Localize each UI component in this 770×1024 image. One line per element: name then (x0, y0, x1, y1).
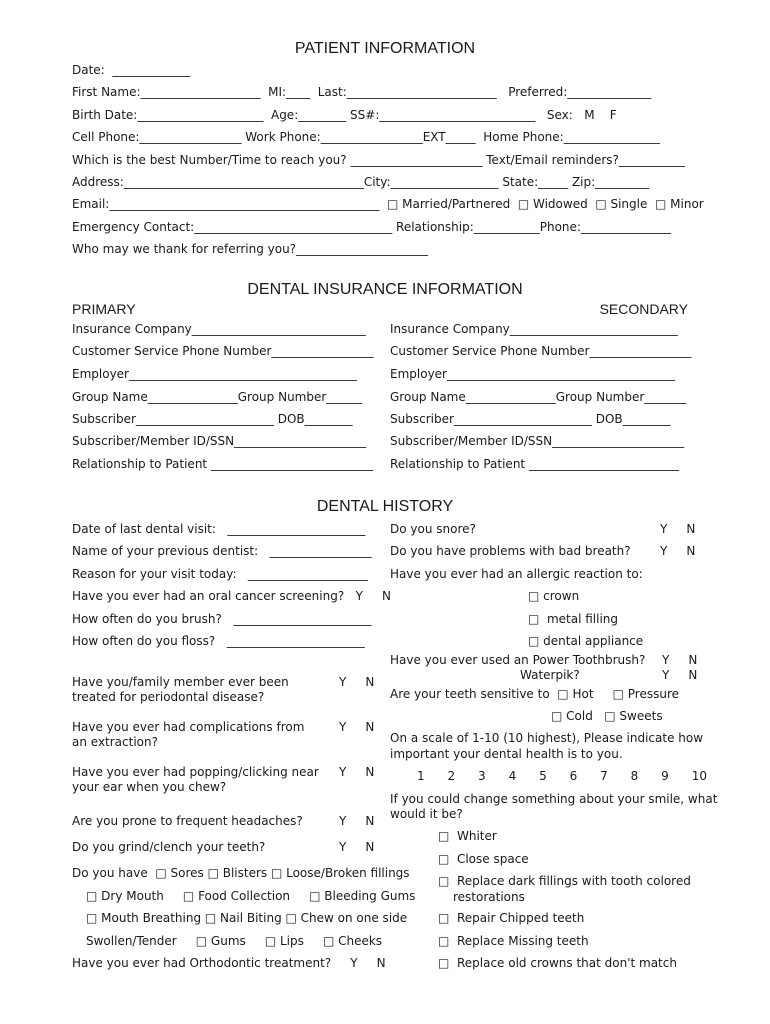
smile-replace-fillings-line2: restorations (453, 890, 525, 904)
phone-fields[interactable]: Cell Phone:_________________ Work Phone:_________________EXT_____ Home Phone:________________ (72, 130, 660, 144)
brush-frequency-field[interactable]: How often do you brush? _______________________ (72, 612, 372, 626)
conditions-row-2[interactable]: □ Dry Mouth □ Food Collection □ Bleeding Gums (86, 889, 416, 903)
primary-member-id[interactable]: Subscriber/Member ID/SSN______________________ (72, 434, 367, 448)
headaches-question: Are you prone to frequent headaches? (72, 814, 303, 828)
extraction-question-line2: an extraction? (72, 735, 158, 749)
grinding-question: Do you grind/clench your teeth? (72, 840, 266, 854)
oral-cancer-screening-question[interactable]: Have you ever had an oral cancer screening? Y N (72, 589, 392, 603)
conditions-row-3[interactable]: □ Mouth Breathing □ Nail Biting □ Chew on one side (86, 911, 408, 925)
sensitivity-row-2[interactable]: □ Cold □ Sweets (551, 709, 663, 723)
conditions-row-1[interactable]: Do you have □ Sores □ Blisters □ Loose/Broken fillings (72, 866, 410, 880)
primary-label: PRIMARY (72, 301, 136, 317)
primary-insurance-company[interactable]: Insurance Company_____________________________ (72, 322, 366, 336)
referral-field[interactable]: Who may we thank for referring you?______________________ (72, 242, 429, 256)
grinding-yes-no[interactable]: Y N (339, 840, 375, 854)
scale-question-line2: important your dental health is to you. (390, 747, 623, 761)
primary-employer[interactable]: Employer______________________________________ (72, 367, 357, 381)
primary-group[interactable]: Group Name_______________Group Number______ (72, 390, 363, 404)
sensitivity-row-1[interactable]: Are your teeth sensitive to □ Hot □ Pressure (390, 687, 679, 701)
extraction-question-line1: Have you ever had complications from (72, 720, 305, 734)
secondary-member-id[interactable]: Subscriber/Member ID/SSN______________________ (390, 434, 685, 448)
allergy-crown-checkbox[interactable]: □ crown (528, 589, 580, 603)
smile-replace-crowns-checkbox[interactable]: □ Replace old crowns that don't match (438, 956, 677, 970)
secondary-group[interactable]: Group Name_______________Group Number_______ (390, 390, 687, 404)
smile-repair-chipped-checkbox[interactable]: □ Repair Chipped teeth (438, 911, 585, 925)
power-toothbrush-yes-no[interactable]: Y N (662, 653, 698, 667)
smile-whiter-checkbox[interactable]: □ Whiter (438, 829, 497, 843)
last-visit-field[interactable]: Date of last dental visit: _______________________ (72, 522, 366, 536)
birth-age-ss-sex-fields[interactable]: Birth Date:_____________________ Age:________ SS#:__________________________ Sex: M F (72, 108, 617, 122)
allergy-metal-filling-checkbox[interactable]: □ metal filling (528, 612, 619, 626)
waterpik-question: Waterpik? (520, 668, 580, 682)
secondary-relationship[interactable]: Relationship to Patient _________________________ (390, 457, 679, 471)
conditions-row-4[interactable]: Swollen/Tender □ Gums □ Lips □ Cheeks (86, 934, 383, 948)
primary-subscriber[interactable]: Subscriber_______________________ DOB________ (72, 412, 353, 426)
periodontal-question-line1: Have you/family member ever been (72, 675, 289, 689)
jaw-popping-yes-no[interactable]: Y N (339, 765, 375, 779)
name-fields[interactable]: First Name:____________________ MI:____ Last:_________________________ Preferred:______________ (72, 85, 652, 99)
secondary-insurance-company[interactable]: Insurance Company____________________________ (390, 322, 678, 336)
allergic-reaction-question: Have you ever had an allergic reaction to: (390, 567, 643, 581)
scale-question-line1: On a scale of 1-10 (10 highest), Please indicate how (390, 731, 704, 745)
importance-scale[interactable]: 1 2 3 4 5 6 7 8 9 10 (417, 769, 707, 783)
visit-reason-field[interactable]: Reason for your visit today: ____________________ (72, 567, 368, 581)
smile-close-space-checkbox[interactable]: □ Close space (438, 852, 529, 866)
allergy-dental-appliance-checkbox[interactable]: □ dental appliance (528, 634, 644, 648)
best-number-field[interactable]: Which is the best Number/Time to reach you? ______________________ Text/Email reminders?___________ (72, 153, 685, 167)
smile-change-question-line1: If you could change something about your smile, what (390, 792, 718, 806)
secondary-customer-service-phone[interactable]: Customer Service Phone Number_________________ (390, 344, 692, 358)
jaw-popping-question-line1: Have you ever had popping/clicking near (72, 765, 319, 779)
insurance-title: DENTAL INSURANCE INFORMATION (247, 281, 523, 298)
periodontal-yes-no[interactable]: Y N (339, 675, 375, 689)
waterpik-yes-no[interactable]: Y N (662, 668, 698, 682)
patient-information-title: PATIENT INFORMATION (294, 40, 476, 57)
periodontal-question-line2: treated for periodontal disease? (72, 690, 265, 704)
power-toothbrush-question: Have you ever used an Power Toothbrush? (390, 653, 646, 667)
primary-relationship[interactable]: Relationship to Patient ___________________________ (72, 457, 373, 471)
primary-customer-service-phone[interactable]: Customer Service Phone Number_________________ (72, 344, 374, 358)
emergency-contact-fields[interactable]: Emergency Contact:_________________________________ Relationship:___________Phone:_______________ (72, 220, 671, 234)
secondary-employer[interactable]: Employer______________________________________ (390, 367, 675, 381)
email-marital-fields[interactable]: Email:_____________________________________________ □ Married/Partnered □ Widowed □ Single □ Minor (72, 197, 704, 211)
bad-breath-question: Do you have problems with bad breath? (390, 544, 631, 558)
secondary-label: SECONDARY (599, 301, 688, 317)
address-fields[interactable]: Address:________________________________________City:__________________ State:_____ Zip:_________ (72, 175, 650, 189)
floss-frequency-field[interactable]: How often do you floss? _______________________ (72, 634, 365, 648)
smile-replace-fillings-checkbox[interactable]: □ Replace dark fillings with tooth colored (438, 874, 691, 888)
dental-history-title: DENTAL HISTORY (316, 498, 454, 515)
date-field[interactable]: Date: _____________ (72, 63, 191, 77)
smile-replace-missing-checkbox[interactable]: □ Replace Missing teeth (438, 934, 589, 948)
smile-change-question-line2: would it be? (390, 807, 463, 821)
jaw-popping-question-line2: your ear when you chew? (72, 780, 227, 794)
previous-dentist-field[interactable]: Name of your previous dentist: _________________ (72, 544, 372, 558)
snore-question: Do you snore? (390, 522, 476, 536)
extraction-yes-no[interactable]: Y N (339, 720, 375, 734)
orthodontic-question[interactable]: Have you ever had Orthodontic treatment? Y N (72, 956, 386, 970)
secondary-subscriber[interactable]: Subscriber_______________________ DOB________ (390, 412, 671, 426)
bad-breath-yes-no[interactable]: Y N (660, 544, 696, 558)
headaches-yes-no[interactable]: Y N (339, 814, 375, 828)
snore-yes-no[interactable]: Y N (660, 522, 696, 536)
